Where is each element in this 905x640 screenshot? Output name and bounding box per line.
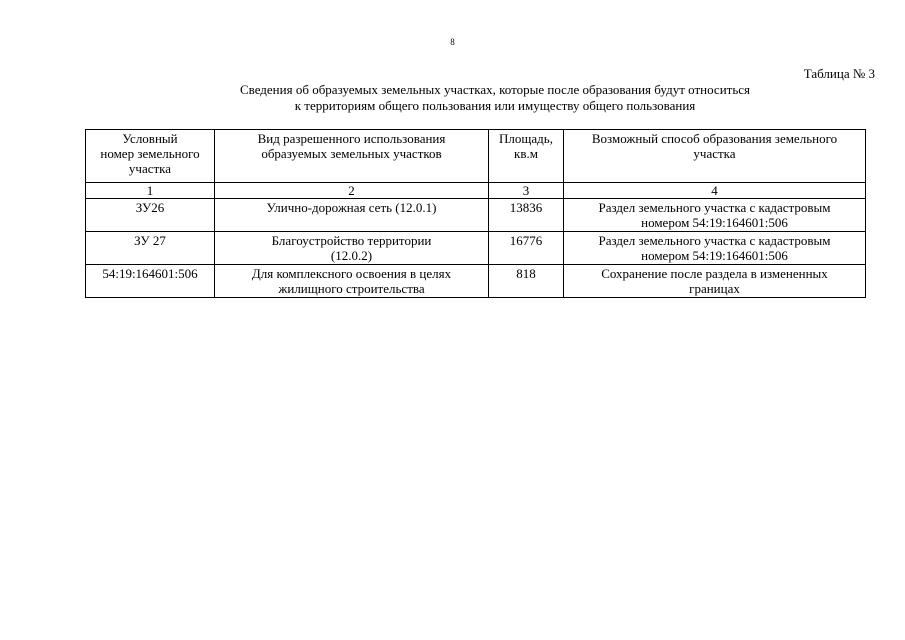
caption-line: Сведения об образуемых земельных участках, которые после образования будут относиться <box>239 82 751 97</box>
area-cell: 818 <box>489 265 564 298</box>
cell-line: (12.0.2) <box>330 248 373 263</box>
plot-number-cell: ЗУ 27 <box>86 232 215 265</box>
header-line: Условный <box>122 131 178 146</box>
cell-line: номером 54:19:164601:506 <box>641 215 788 230</box>
header-permitted-use <box>215 130 489 183</box>
header-area <box>489 130 564 183</box>
cell-line: Раздел земельного участка с кадастровым <box>598 233 831 248</box>
header-line: Площадь, <box>499 131 553 146</box>
column-number: 3 <box>489 183 564 199</box>
header-line: образуемых земельных участков <box>261 146 442 161</box>
plot-number-cell: ЗУ26 <box>86 199 215 232</box>
area-cell: 13836 <box>489 199 564 232</box>
table-label: Таблица № 3 <box>803 66 875 81</box>
cell-line: жилищного строительства <box>278 281 425 296</box>
page-number: 8 <box>450 37 455 47</box>
header-line: Возможный способ образования земельного <box>591 131 838 146</box>
cell-line: номером 54:19:164601:506 <box>641 248 788 263</box>
column-number: 2 <box>215 183 489 199</box>
cell-line: границах <box>689 281 740 296</box>
table-row <box>86 199 866 232</box>
table-caption <box>0 82 905 114</box>
cell-line: Улично-дорожная сеть (12.0.1) <box>266 200 437 215</box>
header-line: номер земельного <box>100 146 200 161</box>
formation-method-cell <box>564 232 866 265</box>
header-line: участка <box>693 146 736 161</box>
cell-line: Раздел земельного участка с кадастровым <box>598 200 831 215</box>
header-line: Вид разрешенного использования <box>257 131 446 146</box>
table-header-row <box>86 130 866 183</box>
formation-method-cell <box>564 265 866 298</box>
cell-line: Сохранение после раздела в измененных <box>601 266 828 281</box>
caption-line: к территориям общего пользования или имуществу общего пользования <box>294 98 696 113</box>
table-row <box>86 232 866 265</box>
column-number-row <box>86 183 866 199</box>
header-formation-method <box>564 130 866 183</box>
column-number: 1 <box>86 183 215 199</box>
plot-number-cell: 54:19:164601:506 <box>86 265 215 298</box>
header-line: кв.м <box>514 146 538 161</box>
column-number: 4 <box>564 183 866 199</box>
cell-line: Благоустройство территории <box>271 233 432 248</box>
area-cell: 16776 <box>489 232 564 265</box>
land-plots-table <box>85 129 866 298</box>
header-plot-number <box>86 130 215 183</box>
formation-method-cell <box>564 199 866 232</box>
table-row <box>86 265 866 298</box>
permitted-use-cell <box>215 199 489 232</box>
permitted-use-cell <box>215 232 489 265</box>
cell-line: Для комплексного освоения в целях <box>251 266 452 281</box>
header-line: участка <box>128 161 172 176</box>
permitted-use-cell <box>215 265 489 298</box>
